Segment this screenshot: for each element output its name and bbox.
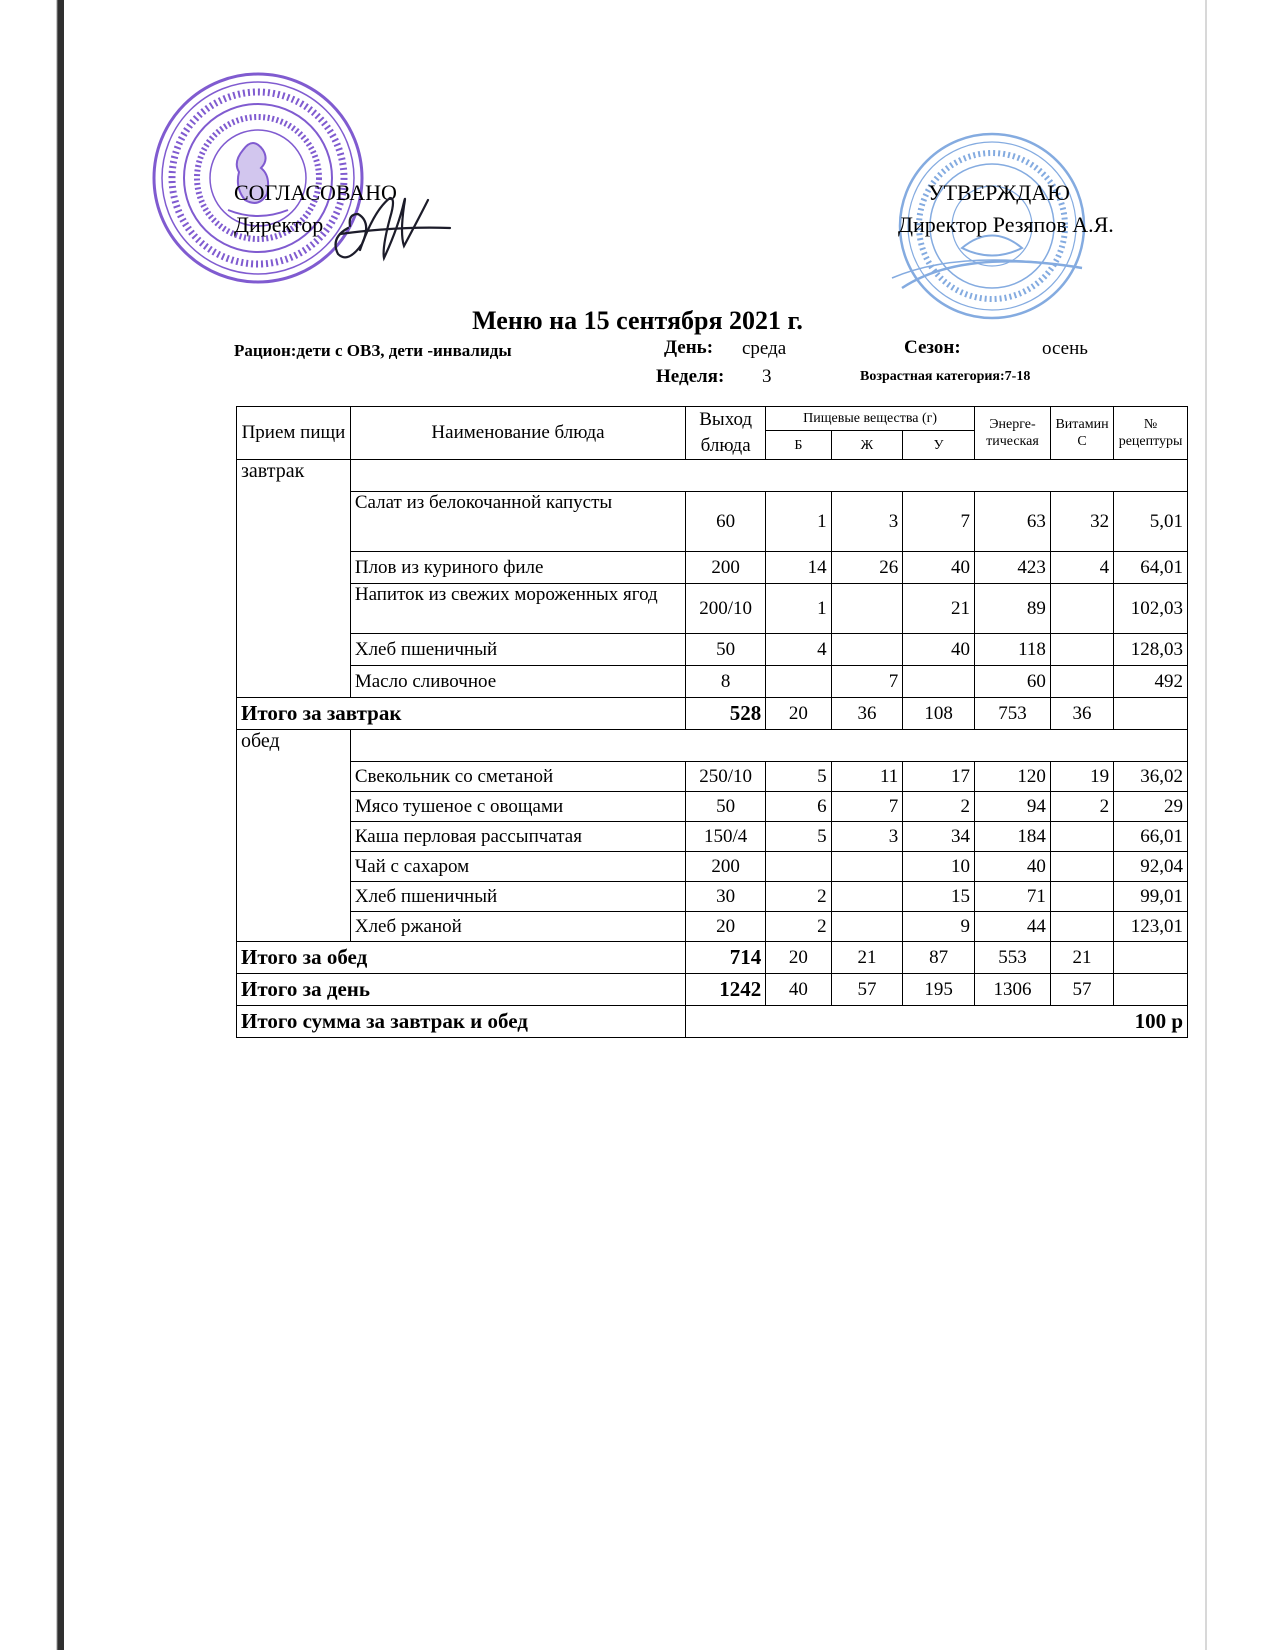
table-row [237, 822, 1188, 852]
cell-yield: 30 [686, 882, 766, 912]
cell-energy: 94 [975, 792, 1051, 822]
cell-recipe: 123,01 [1114, 912, 1188, 942]
day-total-energy: 1306 [975, 974, 1051, 1006]
total-vitc: 21 [1050, 942, 1113, 974]
cell-energy: 120 [975, 762, 1051, 792]
total-b: 20 [766, 698, 831, 730]
cell-b: 5 [766, 762, 831, 792]
cell-zh: 7 [831, 666, 903, 698]
approval-right-role: Директор Резяпов А.Я. [898, 212, 1114, 237]
cell-b: 2 [766, 912, 831, 942]
dish-name: Хлеб пшеничный [350, 634, 685, 666]
approval-right-title: УТВЕРЖДАЮ [928, 180, 1070, 205]
section-blank [350, 730, 1187, 762]
header-meal: Прием пищи [237, 407, 351, 460]
cell-yield: 20 [686, 912, 766, 942]
cell-energy: 60 [975, 666, 1051, 698]
scan-edge-strip [58, 0, 64, 1650]
cell-b [766, 852, 831, 882]
age-category: Возрастная категория:7-18 [860, 369, 1031, 384]
cell-u: 21 [903, 584, 975, 634]
dish-name: Хлеб ржаной [350, 912, 685, 942]
cell-u: 34 [903, 822, 975, 852]
cell-vitc [1050, 666, 1113, 698]
day-label: День: [664, 337, 714, 358]
week-value: 3 [762, 366, 772, 387]
table-row [237, 552, 1188, 584]
cell-u: 9 [903, 912, 975, 942]
day-total-b: 40 [766, 974, 831, 1006]
cell-u: 40 [903, 552, 975, 584]
cell-b: 14 [766, 552, 831, 584]
cell-vitc: 2 [1050, 792, 1113, 822]
breakfast-section-label: завтрак [237, 460, 351, 698]
cell-zh: 26 [831, 552, 903, 584]
total-recipe [1114, 942, 1188, 974]
lunch-section-label: обед [237, 730, 351, 942]
header-u: У [903, 431, 975, 460]
dish-name: Напиток из свежих мороженных ягод [350, 584, 685, 634]
header-energy: Энерге-тическая [975, 407, 1051, 460]
cell-yield: 200 [686, 852, 766, 882]
cell-vitc: 4 [1050, 552, 1113, 584]
header-nutrients: Пищевые вещества (г) [766, 407, 975, 431]
day-total-label: Итого за день [237, 974, 686, 1006]
section-blank [350, 460, 1187, 492]
sum-row [237, 1006, 1188, 1038]
cell-zh [831, 912, 903, 942]
dish-name: Салат из белокочанной капусты [350, 492, 685, 552]
cell-recipe: 128,03 [1114, 634, 1188, 666]
breakfast-total-label: Итого за завтрак [237, 698, 686, 730]
cell-recipe: 99,01 [1114, 882, 1188, 912]
day-total-recipe [1114, 974, 1188, 1006]
day-total-u: 195 [903, 974, 975, 1006]
cell-energy: 63 [975, 492, 1051, 552]
table-row [237, 792, 1188, 822]
table-row [237, 882, 1188, 912]
cell-u: 17 [903, 762, 975, 792]
cell-u: 2 [903, 792, 975, 822]
total-zh: 36 [831, 698, 903, 730]
cell-b: 1 [766, 584, 831, 634]
cell-u: 40 [903, 634, 975, 666]
header-b: Б [766, 431, 831, 460]
cell-yield: 250/10 [686, 762, 766, 792]
cell-recipe: 29 [1114, 792, 1188, 822]
cell-energy: 184 [975, 822, 1051, 852]
cell-yield: 150/4 [686, 822, 766, 852]
cell-energy: 118 [975, 634, 1051, 666]
section-row [237, 460, 1188, 492]
total-b: 20 [766, 942, 831, 974]
ration-label: Рацион:дети с ОВЗ, дети -инвалиды [234, 341, 512, 360]
cell-zh [831, 852, 903, 882]
week-label: Неделя: [656, 366, 725, 387]
cell-zh: 11 [831, 762, 903, 792]
header-vitc: Витамин С [1050, 407, 1113, 460]
day-total-yield: 1242 [686, 974, 766, 1006]
total-yield: 714 [686, 942, 766, 974]
cell-u: 7 [903, 492, 975, 552]
day-value: среда [742, 338, 787, 359]
cell-energy: 40 [975, 852, 1051, 882]
cell-b: 5 [766, 822, 831, 852]
total-zh: 21 [831, 942, 903, 974]
dish-name: Свекольник со сметаной [350, 762, 685, 792]
table-row [237, 666, 1188, 698]
cell-zh [831, 882, 903, 912]
table-row [237, 912, 1188, 942]
cell-vitc [1050, 634, 1113, 666]
cell-yield: 50 [686, 792, 766, 822]
cell-yield: 8 [686, 666, 766, 698]
cell-vitc [1050, 882, 1113, 912]
menu-table [236, 406, 1188, 1038]
cell-zh: 3 [831, 492, 903, 552]
total-vitc: 36 [1050, 698, 1113, 730]
cell-yield: 50 [686, 634, 766, 666]
cell-energy: 89 [975, 584, 1051, 634]
cell-vitc [1050, 822, 1113, 852]
day-total-zh: 57 [831, 974, 903, 1006]
page-title: Меню на 15 сентября 2021 г. [472, 306, 803, 335]
cell-u: 10 [903, 852, 975, 882]
header-recipe: № рецептуры [1114, 407, 1188, 460]
cell-zh [831, 634, 903, 666]
cell-recipe: 492 [1114, 666, 1188, 698]
dish-name: Мясо тушеное с овощами [350, 792, 685, 822]
table-row [237, 634, 1188, 666]
cell-recipe: 66,01 [1114, 822, 1188, 852]
dish-name: Масло сливочное [350, 666, 685, 698]
cell-zh: 3 [831, 822, 903, 852]
cell-recipe: 5,01 [1114, 492, 1188, 552]
header-zh: Ж [831, 431, 903, 460]
header-yield: Выход блюда [686, 407, 766, 460]
cell-b: 1 [766, 492, 831, 552]
cell-yield: 200/10 [686, 584, 766, 634]
cell-vitc [1050, 912, 1113, 942]
total-u: 87 [903, 942, 975, 974]
cell-vitc: 32 [1050, 492, 1113, 552]
cell-energy: 423 [975, 552, 1051, 584]
menu-body [237, 460, 1188, 1038]
cell-recipe: 64,01 [1114, 552, 1188, 584]
total-energy: 553 [975, 942, 1051, 974]
dish-name: Каша перловая рассыпчатая [350, 822, 685, 852]
cell-b [766, 666, 831, 698]
total-row [237, 698, 1188, 730]
total-yield: 528 [686, 698, 766, 730]
lunch-total-label: Итого за обед [237, 942, 686, 974]
total-row [237, 942, 1188, 974]
section-row [237, 730, 1188, 762]
total-recipe [1114, 698, 1188, 730]
table-row [237, 492, 1188, 552]
cell-b: 4 [766, 634, 831, 666]
cell-b: 6 [766, 792, 831, 822]
cell-recipe: 36,02 [1114, 762, 1188, 792]
header-dish: Наименование блюда [350, 407, 685, 460]
cell-u: 15 [903, 882, 975, 912]
cell-energy: 44 [975, 912, 1051, 942]
season-label: Сезон: [904, 337, 961, 358]
scan-edge-right [1205, 0, 1207, 1650]
cell-zh [831, 584, 903, 634]
dish-name: Чай с сахаром [350, 852, 685, 882]
total-u: 108 [903, 698, 975, 730]
sum-label: Итого сумма за завтрак и обед [237, 1006, 686, 1038]
table-row [237, 762, 1188, 792]
dish-name: Хлеб пшеничный [350, 882, 685, 912]
cell-yield: 60 [686, 492, 766, 552]
cell-zh: 7 [831, 792, 903, 822]
dish-name: Плов из куриного филе [350, 552, 685, 584]
table-row [237, 584, 1188, 634]
approval-left-title: СОГЛАСОВАНО [234, 180, 397, 205]
sum-value: 100 р [686, 1006, 1188, 1038]
total-energy: 753 [975, 698, 1051, 730]
cell-u [903, 666, 975, 698]
day-total-row [237, 974, 1188, 1006]
cell-vitc: 19 [1050, 762, 1113, 792]
cell-recipe: 92,04 [1114, 852, 1188, 882]
director-signature [320, 190, 460, 270]
scan-edge-left [0, 0, 62, 1650]
cell-energy: 71 [975, 882, 1051, 912]
cell-vitc [1050, 584, 1113, 634]
table-row [237, 852, 1188, 882]
cell-b: 2 [766, 882, 831, 912]
cell-recipe: 102,03 [1114, 584, 1188, 634]
week-label-text: Неделя [656, 366, 718, 387]
cell-yield: 200 [686, 552, 766, 584]
cell-vitc [1050, 852, 1113, 882]
approval-left-role: Директор [234, 212, 324, 237]
day-total-vitc: 57 [1050, 974, 1113, 1006]
season-value: осень [1042, 338, 1088, 359]
